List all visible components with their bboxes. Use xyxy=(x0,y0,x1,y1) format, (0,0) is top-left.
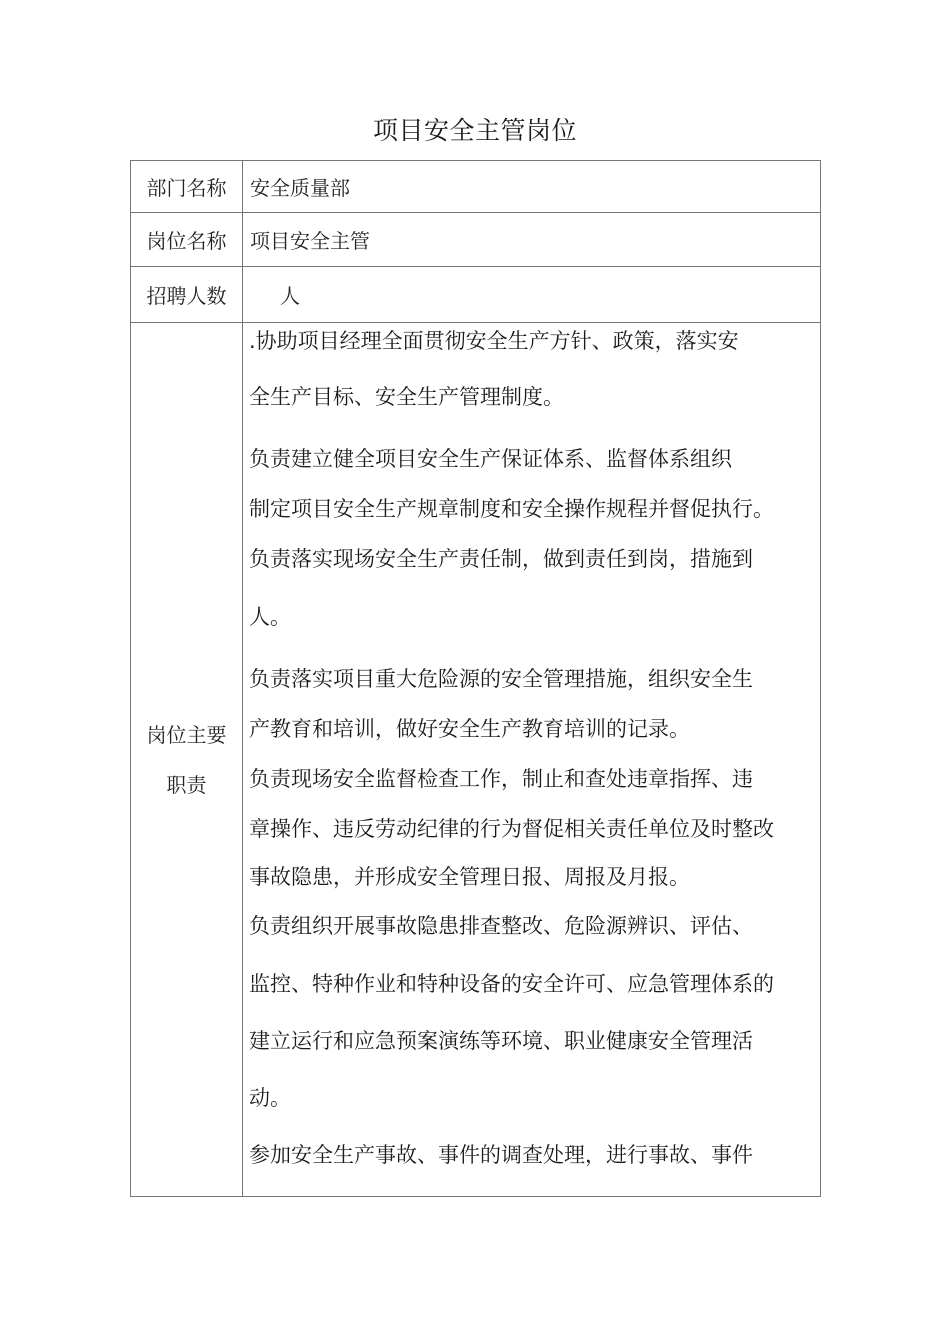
department-label: 部门名称 xyxy=(131,161,243,213)
headcount-cell xyxy=(243,267,821,323)
table-row-department xyxy=(131,161,821,213)
duty-line: 负责组织开展事故隐患排查整改、危险源辨识、评估、 xyxy=(249,914,753,938)
duty-line: 负责落实项目重大危险源的安全管理措施，组织安全生 xyxy=(249,667,753,691)
table-row-headcount xyxy=(131,267,821,323)
duty-line: 事故隐患，并形成安全管理日报、周报及月报。 xyxy=(249,865,690,889)
department-value: 安全质量部 xyxy=(243,161,821,213)
duty-line: 参加安全生产事故、事件的调查处理，进行事故、事件 xyxy=(249,1143,753,1167)
page-title: 项目安全主管岗位 xyxy=(372,116,577,145)
duty-line: 人。 xyxy=(249,605,291,629)
duties-text xyxy=(243,323,820,1196)
job-form-table xyxy=(130,160,821,1197)
duty-line: 制定项目安全生产规章制度和安全操作规程并督促执行。 xyxy=(249,497,774,521)
duties-label-cell xyxy=(131,323,243,1197)
table-row-position xyxy=(131,213,821,267)
duty-line: 建立运行和应急预案演练等环境、职业健康安全管理活 xyxy=(249,1029,753,1053)
position-value: 项目安全主管 xyxy=(243,213,821,267)
duty-line: 监控、特种作业和特种设备的安全许可、应急管理体系的 xyxy=(249,972,774,996)
duty-line: 全生产目标、安全生产管理制度。 xyxy=(249,385,564,409)
duty-line: 负责落实现场安全生产责任制，做到责任到岗，措施到 xyxy=(249,547,753,571)
table-row-duties xyxy=(131,323,821,1197)
duty-line: 负责现场安全监督检查工作，制止和查处违章指挥、违 xyxy=(249,767,753,791)
duties-label-line2: 职责 xyxy=(166,772,207,797)
position-label: 岗位名称 xyxy=(131,213,243,267)
duty-line: 负责建立健全项目安全生产保证体系、监督体系组织 xyxy=(249,447,732,471)
duties-cell xyxy=(243,323,821,1197)
headcount-label: 招聘人数 xyxy=(131,267,243,323)
duty-line: 产教育和培训，做好安全生产教育培训的记录。 xyxy=(249,717,690,741)
duties-label-line1: 岗位主要 xyxy=(146,722,227,747)
duty-line: 章操作、违反劳动纪律的行为督促相关责任单位及时整改 xyxy=(249,817,774,841)
duty-line: 动。 xyxy=(249,1086,291,1110)
headcount-value: 人 xyxy=(280,284,300,308)
duty-line: .协助项目经理全面贯彻安全生产方针、政策，落实安 xyxy=(249,329,739,353)
